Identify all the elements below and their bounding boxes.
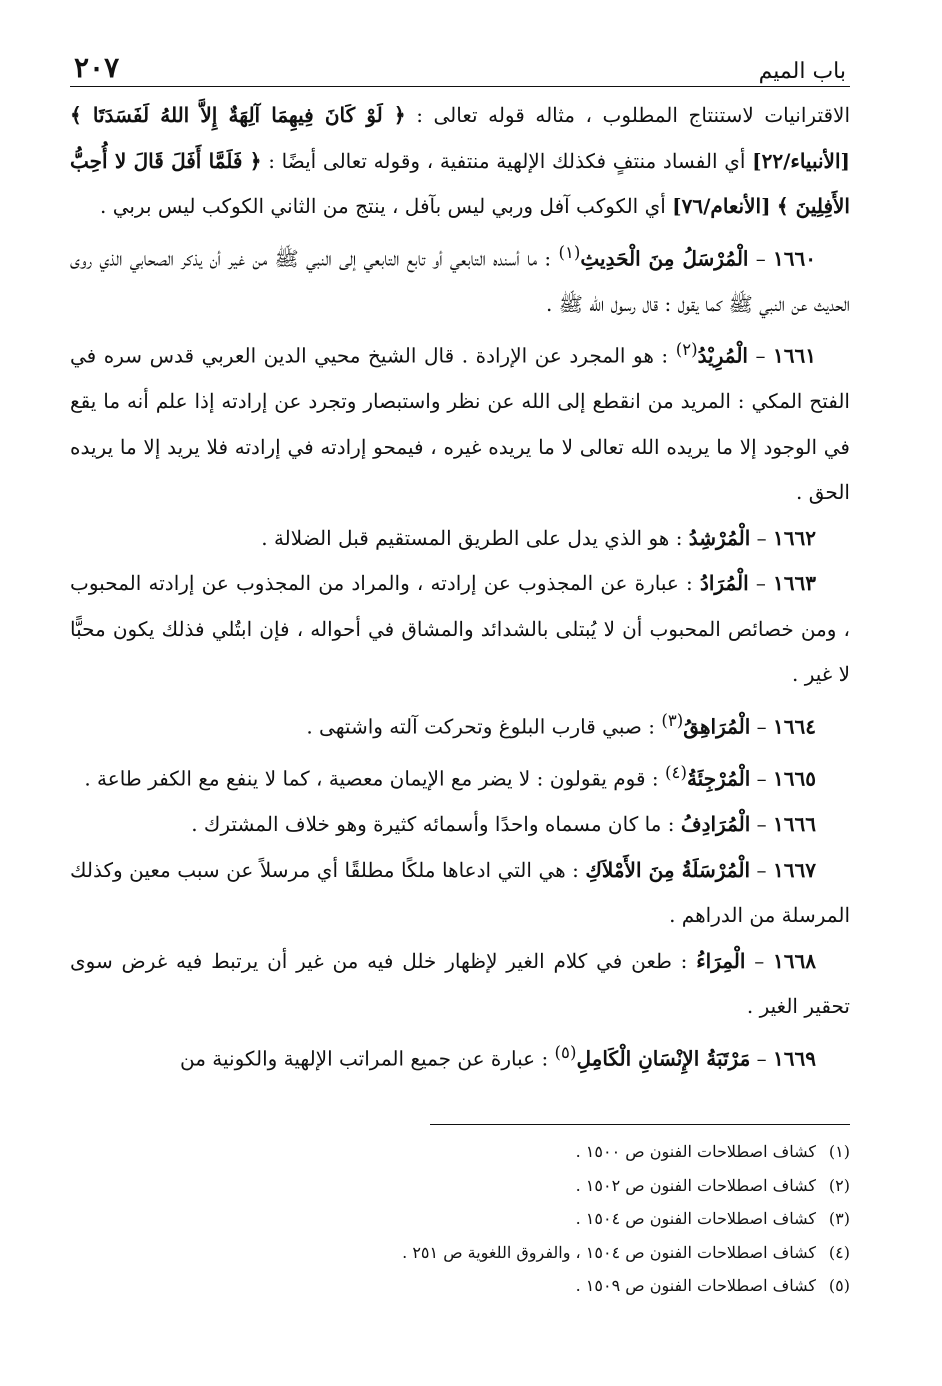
entry-number: ١٦٦٨	[773, 948, 817, 973]
footnote-text: كشاف اصطلاحات الفنون ص ١٥٠٩ .	[575, 1276, 816, 1295]
entry-1664: ١٦٦٤ – الْمُرَاهِقُ$^{(٣)}$ : صبي قارب البلوغ وتحركت آلته واشتهى .	[306, 710, 816, 739]
entry-number: ١٦٦٦	[773, 812, 816, 837]
entry-definition: : عبارة عن جميع المراتب الإلهية والكونية من	[179, 1046, 549, 1071]
main-text	[70, 93, 850, 1082]
entry-term: الْمِرَاءُ	[696, 948, 746, 973]
verse-reference: [الأنعام/٧٦]	[672, 194, 771, 218]
entry-1667: ١٦٦٧ – الْمُرْسَلَةُ مِنَ الأَمْلاَكِ : هي التي ادعاها ملكًا مطلقًا أي مرسلاً عن سبب معين وكذلك المرسلة من الدراهم .	[70, 857, 850, 928]
entry-number: ١٦٦٠	[773, 246, 817, 271]
entry-definition: : عبارة عن المجذوب عن إرادته ، والمراد من المجذوب عن إرادته المحبوب ، ومن خصائص المحبوب أن لا يُبتلى بالشدائد والمشاق في أحواله ، فإن ابتُلي فذلك يكون محبًّا لا غير .	[70, 571, 850, 687]
entry-1660: ١٦٦٠ – الْمُرْسَلُ مِنَ الْحَدِيثِ$^{(١)}$ : ما أسنده التابعي أو تابع التابعي إلى النبي ﷺ من غير أن يذكر الصحابي الذي روى الحديث عن النبي ﷺ كما يقول : قال رسول الله ﷺ .	[70, 242, 850, 316]
footnote-item	[430, 1169, 850, 1203]
entry-number: ١٦٦٥	[773, 766, 816, 791]
entry-definition: : هي التي ادعاها ملكًا مطلقًا أي مرسلاً عن سبب معين وكذلك المرسلة من الدراهم .	[70, 857, 850, 928]
footnote-number: (١)	[828, 1142, 850, 1161]
entry-term: الْمُرْشِدُ	[688, 525, 751, 550]
footnote-number: (٤)	[828, 1242, 850, 1262]
entry-term: الْمُرْسَلَةُ مِنَ الأَمْلاَكِ	[585, 857, 751, 882]
footnote-text: كشاف اصطلاحات الفنون ص ١٥٠٢ .	[575, 1175, 816, 1195]
footnote-marker: (٥)	[554, 1042, 577, 1062]
footnote-item	[430, 1202, 850, 1236]
entry-term: الْمُرَادُ	[699, 571, 749, 596]
entry-1662: ١٦٦٢ – الْمُرْشِدُ : هو الذي يدل على الطريق المستقيم قبل الضلالة .	[261, 525, 816, 550]
entry-definition: : ما أسنده التابعي أو تابع التابعي إلى النبي ﷺ من غير أن يذكر الصحابي الذي روى الحديث عن النبي ﷺ كما يقول : قال رسول الله ﷺ .	[70, 246, 850, 316]
footnote-marker: (٤)	[664, 762, 687, 782]
entry-term: الْمُرَاهِقُ	[683, 714, 751, 739]
paragraph-text: أي الكوكب آفل وربي ليس بآفل ، ينتج من الثاني الكوكب ليس بربي .	[99, 194, 666, 218]
entry-number: ١٦٦٣	[773, 571, 817, 596]
entry-number: ١٦٦١	[773, 343, 817, 368]
entry-1666: ١٦٦٦ – الْمُرَادِفُ : ما كان مسماه واحدًا وأسمائه كثيرة وهو خلاف المشترك .	[191, 812, 816, 837]
entry-definition: : هو المجرد عن الإرادة . قال الشيخ محيي الدين العربي قدس سره في الفتح المكي : المريد من انقطع إلى الله عن نظر واستبصار وتجرد عن إرادته إذا علم أنه ما يقع في الوجود إلا ما يريده الله تعالى لا ما يريده غيره ، فيمحو إرادته في إرادته فلا يريد إلا ما يريده الحق .	[70, 343, 850, 505]
footnote-number: (٥)	[828, 1276, 850, 1295]
footnote-marker: (١)	[558, 242, 581, 262]
intro-text: الاقترانيات لاستنتاج المطلوب ، مثاله قوله تعالى :	[416, 103, 851, 127]
verse-reference: [الأنبياء/٢٢]	[752, 148, 850, 173]
entry-1661: ١٦٦١ – الْمُرِيْدُ$^{(٢)}$ : هو المجرد عن الإرادة . قال الشيخ محيي الدين العربي قدس سره في الفتح المكي : المريد من انقطع إلى الله عن نظر واستبصار وتجرد عن إرادته إذا علم أنه ما يقع في الوجود إلا ما يريده الله تعالى لا ما يريده غيره ، فيمحو إرادته في إرادته فلا يريد إلا ما يريده الحق .	[70, 340, 850, 505]
quran-verse: ﴿ فَلَمَّا أَفَلَ قَالَ لا أُحِبُّ الأَفِلِينَ ﴾	[70, 148, 850, 218]
page-header	[70, 42, 850, 87]
footnotes	[402, 1124, 850, 1303]
entry-term: الْمُرْجِئَةُ	[686, 766, 751, 791]
footnote-item	[430, 1269, 850, 1303]
footnote-item	[402, 1236, 850, 1270]
entry-term: الْمُرِيْدُ	[697, 343, 748, 368]
footnote-marker: (٣)	[661, 710, 684, 730]
book-page	[70, 42, 850, 1366]
footnote-text: كشاف اصطلاحات الفنون ص ١٥٠٤ .	[575, 1209, 816, 1228]
footnote-marker: (٢)	[675, 340, 698, 360]
entry-term: مَرْتَبَةُ الإِنْسَانِ الْكَامِلِ	[576, 1046, 751, 1071]
entry-term: الْمُرَادِفُ	[680, 812, 751, 837]
entry-1668: ١٦٦٨ – الْمِرَاءُ : طعن في كلام الغير لإظهار خلل فيه من غير أن يرتبط فيه غرض سوى تحقير الغير .	[70, 948, 850, 1019]
entry-term: الْمُرْسَلُ مِنَ الْحَدِيثِ	[580, 246, 749, 271]
entry-number: ١٦٦٩	[773, 1046, 816, 1071]
entry-definition: : ما كان مسماه واحدًا وأسمائه كثيرة وهو خلاف المشترك .	[191, 812, 675, 837]
continuation-paragraph	[70, 93, 850, 230]
page-number: ٢٠٧	[74, 51, 120, 84]
entry-number: ١٦٦٤	[773, 714, 816, 739]
footnote-text: كشاف اصطلاحات الفنون ص ١٥٠٤ ، والفروق اللغوية ص ٢٥١ .	[402, 1242, 816, 1262]
entry-1663: ١٦٦٣ – الْمُرَادُ : عبارة عن المجذوب عن إرادته ، والمراد من المجذوب عن إرادته المحبوب ، ومن خصائص المحبوب أن لا يُبتلى بالشدائد والمشاق في أحواله ، فإن ابتُلي فذلك يكون محبًّا لا غير .	[70, 571, 850, 687]
running-head: باب الميم	[758, 59, 846, 84]
entry-1665: ١٦٦٥ – الْمُرْجِئَةُ$^{(٤)}$ : قوم يقولون : لا يضر مع الإيمان معصية ، كما لا ينفع مع الكفر طاعة .	[84, 762, 816, 791]
entry-definition: : طعن في كلام الغير لإظهار خلل فيه من غير أن يرتبط فيه غرض سوى تحقير الغير .	[70, 948, 850, 1019]
entry-number: ١٦٦٢	[773, 525, 816, 550]
quran-verse: ﴿ لَوْ كَانَ فِيهِمَا آلِهَةٌ إِلاَّ اللهُ لَفَسَدَتَا ﴾	[70, 103, 406, 127]
entry-definition: : قوم يقولون : لا يضر مع الإيمان معصية ، كما لا ينفع مع الكفر طاعة .	[84, 766, 659, 791]
entry-number: ١٦٦٧	[773, 857, 817, 882]
footnote-item	[430, 1135, 850, 1169]
entry-definition: : هو الذي يدل على الطريق المستقيم قبل الضلالة .	[261, 525, 683, 550]
paragraph-text: أي الفساد منتفٍ فكذلك الإلهية منتفية ، وقوله تعالى أيضًا :	[268, 148, 746, 173]
entry-1669: ١٦٦٩ – مَرْتَبَةُ الإِنْسَانِ الْكَامِلِ$^{(٥)}$ : عبارة عن جميع المراتب الإلهية والكونية من	[179, 1042, 816, 1071]
entry-definition: : صبي قارب البلوغ وتحركت آلته واشتهى .	[306, 714, 655, 739]
footnote-text: كشاف اصطلاحات الفنون ص ١٥٠٠ .	[575, 1142, 816, 1161]
footnote-number: (٣)	[828, 1209, 850, 1228]
footnote-number: (٢)	[828, 1175, 850, 1195]
